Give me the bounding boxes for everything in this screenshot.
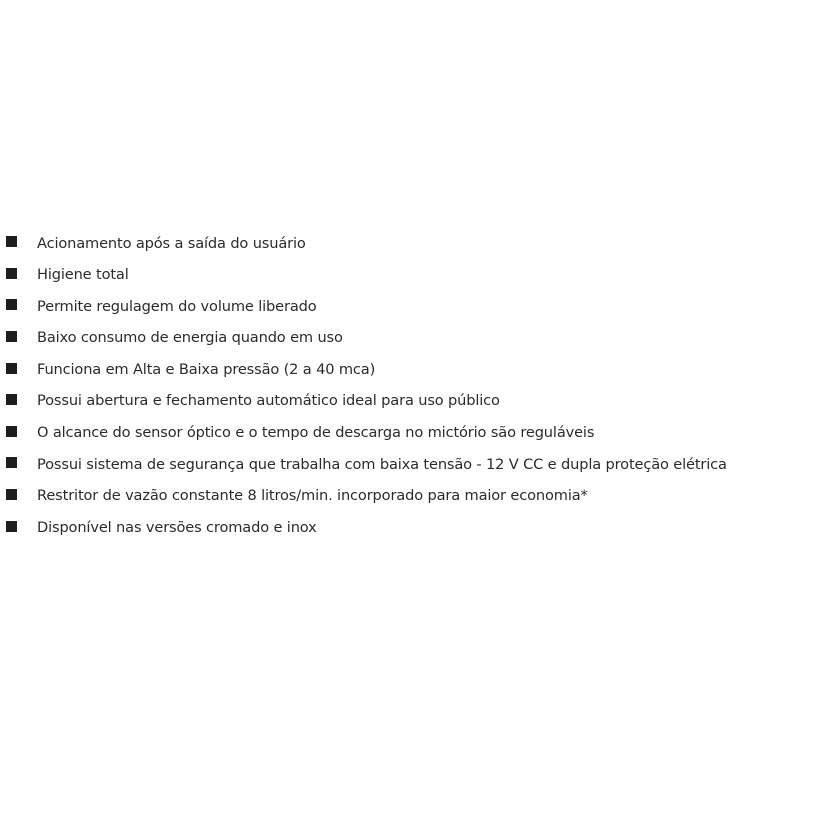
list-item <box>6 481 828 513</box>
feature-text: Baixo consumo de energia quando em uso <box>37 329 343 347</box>
feature-text: Permite regulagem do volume liberado <box>37 297 317 315</box>
list-item <box>6 418 828 450</box>
square-bullet-icon <box>6 299 17 310</box>
feature-text: Possui abertura e fechamento automático ideal para uso público <box>37 392 500 410</box>
square-bullet-icon <box>6 236 17 247</box>
square-bullet-icon <box>6 268 17 279</box>
list-item <box>6 354 828 386</box>
square-bullet-icon <box>6 394 17 405</box>
list-item <box>6 291 828 323</box>
feature-text: Possui sistema de segurança que trabalha com baixa tensão - 12 V CC e dupla proteção elétrica <box>37 455 727 473</box>
list-item <box>6 512 828 544</box>
square-bullet-icon <box>6 426 17 437</box>
list-item <box>6 323 828 355</box>
square-bullet-icon <box>6 331 17 342</box>
feature-text: Acionamento após a saída do usuário <box>37 234 306 252</box>
square-bullet-icon <box>6 457 17 468</box>
list-item <box>6 228 828 260</box>
square-bullet-icon <box>6 521 17 532</box>
list-item <box>6 260 828 292</box>
list-item <box>6 449 828 481</box>
feature-list <box>6 228 828 544</box>
square-bullet-icon <box>6 363 17 374</box>
feature-text: Disponível nas versões cromado e inox <box>37 518 317 536</box>
feature-text: Restritor de vazão constante 8 litros/min. incorporado para maior economia* <box>37 487 588 505</box>
feature-text: O alcance do sensor óptico e o tempo de descarga no mictório são reguláveis <box>37 424 595 442</box>
feature-text: Funciona em Alta e Baixa pressão (2 a 40 mca) <box>37 360 376 378</box>
feature-text: Higiene total <box>37 266 129 284</box>
list-item <box>6 386 828 418</box>
square-bullet-icon <box>6 489 17 500</box>
